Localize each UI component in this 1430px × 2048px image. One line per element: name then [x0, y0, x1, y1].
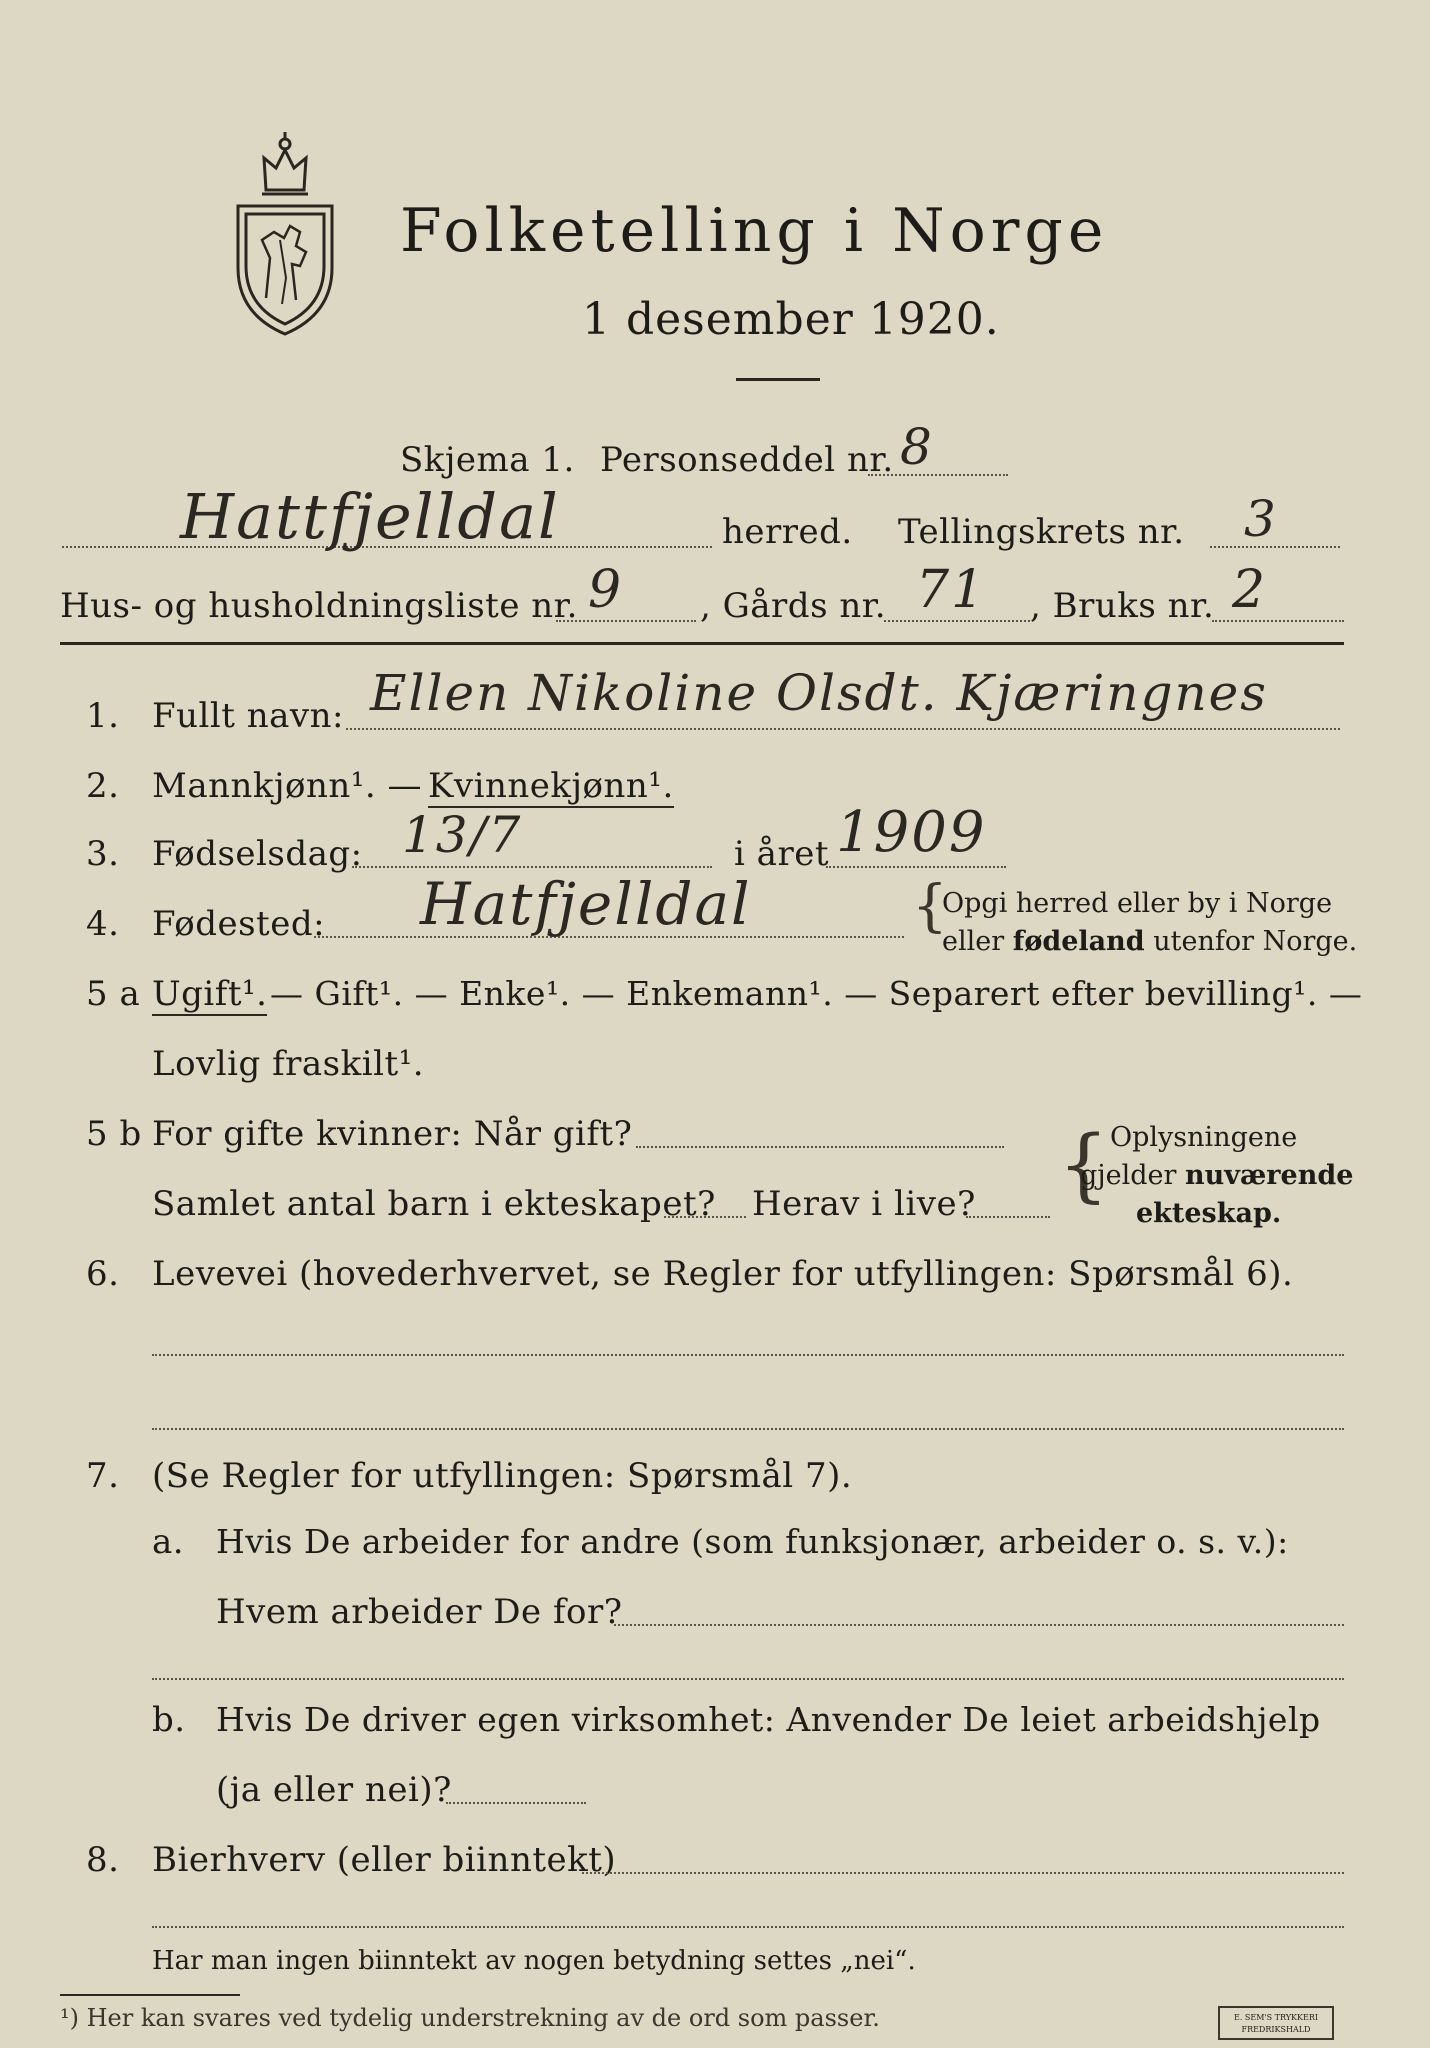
q5b-number: 5 b	[86, 1114, 142, 1154]
q7-number: 7.	[86, 1456, 120, 1496]
skjema-label: Skjema 1.	[400, 440, 575, 480]
q5b-children-field-line	[664, 1216, 746, 1218]
q3-year-field-line	[826, 866, 1006, 868]
form-title: Folketelling i Norge	[400, 196, 1109, 266]
q7b-field-line	[446, 1802, 586, 1804]
q2-number: 2.	[86, 766, 120, 806]
tellingskrets-label: Tellingskrets nr.	[898, 512, 1185, 552]
tellingskrets-value: 3	[1244, 490, 1278, 548]
q4-note-line2	[942, 926, 1357, 957]
husholdningsliste-field-line	[556, 620, 696, 622]
q5b-label1: For gifte kvinner: Når gift?	[152, 1114, 633, 1154]
husholdningsliste-label: Hus- og husholdningsliste nr.	[60, 586, 578, 626]
bruks-value: 2	[1232, 560, 1268, 620]
q6-field-line-1	[152, 1354, 1344, 1356]
q4-label: Fødested:	[152, 904, 326, 944]
q7a-field-line	[614, 1624, 1344, 1626]
mannkjonn-option: Mannkjønn¹. —	[152, 766, 423, 806]
printer-stamp-line2: FREDRIKSHALD	[1241, 2025, 1311, 2034]
q5b-when-married-field-line	[636, 1146, 1004, 1148]
q5b-note-line1: Oplysningene	[1110, 1122, 1298, 1153]
printer-stamp-line1: E. SEM'S TRYKKERI	[1233, 2013, 1319, 2022]
gards-value: 71	[916, 560, 987, 620]
ugift-option-underlined: Ugift¹.	[152, 974, 268, 1014]
printer-stamp	[1218, 2006, 1334, 2040]
q7a-sub-label: Hvem arbeider De for?	[216, 1592, 623, 1632]
q7a-letter: a.	[152, 1522, 185, 1562]
footnote-divider	[60, 1994, 240, 1996]
footer-note: Har man ingen biinntekt av nogen betydning settes „nei“.	[152, 1946, 916, 1976]
norwegian-coat-of-arms-icon	[226, 128, 344, 338]
bruks-field-line	[1212, 620, 1344, 622]
q4-number: 4.	[86, 904, 120, 944]
birth-day-value: 13/7	[402, 806, 523, 864]
birthplace-value: Hatfjelldal	[420, 870, 752, 938]
q1-field-line	[346, 728, 1340, 730]
q5b-note-line3: ekteskap.	[1136, 1198, 1282, 1229]
q5b-note-line2-bold: nuværende	[1185, 1160, 1354, 1191]
q5b-label3: Herav i live?	[752, 1184, 976, 1224]
q6-number: 6.	[86, 1254, 120, 1294]
q7-label: (Se Regler for utfyllingen: Spørsmål 7).	[152, 1456, 853, 1496]
bruks-label: , Bruks nr.	[1030, 586, 1215, 626]
q4-note-brace: {	[912, 874, 948, 939]
q8-field-line-2	[152, 1926, 1344, 1928]
q7b-sub-label: (ja eller nei)?	[216, 1770, 452, 1810]
q5b-alive-field-line	[966, 1216, 1050, 1218]
q1-label: Fullt navn:	[152, 696, 344, 736]
lovlig-fraskilt-option: Lovlig fraskilt¹.	[152, 1044, 425, 1084]
q4-note-line2-post: utenfor Norge.	[1144, 926, 1358, 957]
title-divider	[736, 378, 820, 381]
personseddel-label: Personseddel nr.	[600, 440, 894, 480]
q8-field-line	[582, 1872, 1344, 1874]
herred-label: herred.	[722, 512, 853, 552]
q3-label: Fødselsdag:	[152, 834, 363, 874]
q5b-note-brace: {	[1058, 1118, 1109, 1211]
personseddel-value: 8	[900, 418, 934, 476]
q5b-label2: Samlet antal barn i ekteskapet?	[152, 1184, 716, 1224]
full-name-value: Ellen Nikoline Olsdt. Kjæringnes	[370, 664, 1268, 722]
q5b-note-line2-pre: gjelder	[1080, 1160, 1186, 1191]
q3-number: 3.	[86, 834, 120, 874]
gards-field-line	[884, 620, 1030, 622]
q8-number: 8.	[86, 1840, 120, 1880]
birth-year-value: 1909	[836, 800, 987, 865]
q3-day-field-line	[352, 866, 712, 868]
marital-options: — Gift¹. — Enke¹. — Enkemann¹. — Separert efter bevilling¹. —	[270, 974, 1363, 1013]
header-divider	[60, 642, 1344, 645]
q6-label: Levevei (hovederhvervet, se Regler for utfyllingen: Spørsmål 6).	[152, 1254, 1294, 1294]
q4-note-line2-bold: fødeland	[1012, 926, 1145, 957]
q7b-letter: b.	[152, 1700, 186, 1740]
q7b-label: Hvis De driver egen virksomhet: Anvender De leiet arbeidshjelp	[216, 1700, 1321, 1739]
q4-note-line1: Opgi herred eller by i Norge	[942, 888, 1333, 919]
personseddel-field-line	[868, 474, 1008, 476]
q5b-note-line2	[1080, 1160, 1353, 1191]
footnote-text: ¹) Her kan svares ved tydelig understrekning av de ord som passer.	[60, 2004, 880, 2032]
kvinnekjonn-option-underlined: Kvinnekjønn¹.	[428, 766, 674, 806]
q6-field-line-2	[152, 1428, 1344, 1430]
q7a-field-line-2	[152, 1678, 1344, 1680]
husholdningsliste-value: 9	[588, 560, 624, 620]
q3-year-label: i året	[734, 834, 829, 874]
herred-value: Hattfjelldal	[180, 480, 560, 553]
q4-note-line2-pre: eller	[942, 926, 1013, 957]
census-date: 1 desember 1920.	[582, 294, 1000, 345]
q7a-label: Hvis De arbeider for andre (som funksjonær, arbeider o. s. v.):	[216, 1522, 1289, 1561]
q5a-number: 5 a	[86, 974, 141, 1014]
q1-number: 1.	[86, 696, 120, 736]
gards-label: , Gårds nr.	[700, 586, 887, 626]
q8-label: Bierhverv (eller biinntekt)	[152, 1840, 617, 1880]
